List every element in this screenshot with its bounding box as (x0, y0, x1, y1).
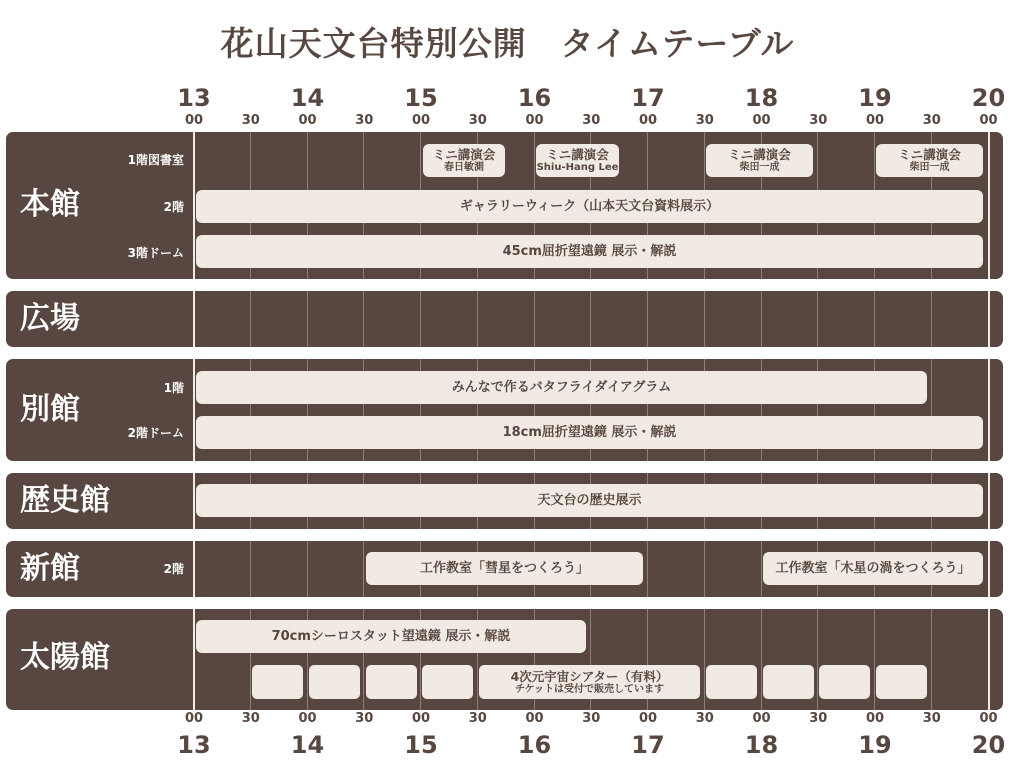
axis-minute-label: 00 (865, 113, 885, 128)
grid-line (193, 473, 195, 529)
section-shinkan (6, 541, 1003, 597)
axis-hour-label: 13 (177, 84, 211, 112)
axis-minute-label: 30 (355, 711, 374, 726)
grid-line (307, 541, 308, 597)
axis-minute-label: 30 (809, 711, 828, 726)
theater-slot[interactable] (366, 665, 417, 699)
axis-minute-label: 30 (582, 113, 601, 128)
event-mini-lecture[interactable] (423, 144, 505, 177)
grid-line (477, 291, 478, 347)
event-butterfly-diagram[interactable] (196, 371, 927, 404)
grid-line (931, 609, 932, 710)
axis-hour-label: 13 (177, 731, 211, 759)
floor-label: 2階 (163, 562, 184, 576)
axis-hour-label: 14 (290, 84, 325, 112)
grid-line (307, 291, 308, 347)
event-mini-lecture[interactable] (706, 144, 813, 177)
event-note: チケットは受付で販売しています (514, 683, 665, 695)
theater-slot[interactable] (706, 665, 757, 699)
grid-line (363, 291, 364, 347)
grid-line (534, 291, 535, 347)
event-title: 工作教室「木星の渦をつくろう」 (775, 561, 971, 576)
grid-line (761, 541, 762, 597)
axis-hour-label: 14 (290, 731, 325, 759)
axis-hour-label: 18 (744, 731, 779, 759)
theater-slot[interactable] (252, 665, 303, 699)
axis-minute-label: 30 (468, 113, 487, 128)
event-title: ミニ講演会 (728, 147, 791, 162)
floor-label: 1階 (163, 381, 184, 395)
grid-line (647, 291, 648, 347)
grid-line (363, 541, 364, 597)
axis-minute-label: 00 (638, 113, 658, 128)
event-history-exhibit[interactable] (196, 484, 983, 517)
axis-hour-label: 19 (858, 731, 892, 759)
axis-hour-label: 17 (631, 84, 665, 112)
floor-label: 1階図書室 (127, 153, 184, 167)
theater-slot[interactable] (819, 665, 870, 699)
floor-label: 3階ドーム (127, 246, 184, 260)
event-telescope-45cm[interactable] (196, 235, 983, 268)
event-telescope-18cm[interactable] (196, 416, 983, 449)
grid-line (988, 541, 990, 597)
axis-minute-label: 30 (695, 711, 714, 726)
event-title: 4次元宇宙シアター（有料） (510, 668, 669, 684)
theater-slot[interactable] (763, 665, 814, 699)
grid-line (761, 609, 762, 710)
grid-line (704, 609, 705, 710)
axis-minute-label: 00 (525, 113, 544, 128)
grid-line (817, 291, 818, 347)
axis-minute-label: 30 (922, 711, 941, 726)
grid-line (931, 291, 932, 347)
event-telescope-70cm[interactable] (196, 620, 586, 653)
axis-minute-label: 00 (525, 711, 544, 726)
axis-hour-label: 20 (971, 731, 1006, 759)
axis-hour-label: 16 (517, 84, 552, 112)
grid-line (704, 291, 705, 347)
section-rekishi (6, 473, 1003, 529)
event-title: ミニ講演会 (898, 147, 961, 162)
event-title: 天文台の歴史展示 (537, 493, 642, 508)
axis-hour-label: 19 (858, 84, 892, 112)
grid-line (988, 291, 990, 347)
section-name: 別館 (20, 392, 80, 427)
event-gallery-week[interactable] (196, 190, 983, 223)
grid-line (420, 291, 421, 347)
grid-line (704, 541, 705, 597)
section-taiyokan (6, 609, 1003, 710)
axis-hour-label: 15 (404, 84, 438, 112)
grid-line (874, 291, 875, 347)
section-name: 太陽館 (20, 640, 110, 675)
axis-minute-label: 00 (752, 711, 771, 726)
axis-minute-label: 00 (411, 113, 431, 128)
axis-minute-label: 00 (298, 113, 317, 128)
event-workshop-jupiter[interactable] (763, 552, 983, 585)
floor-label: 2階ドーム (127, 426, 184, 440)
grid-line (874, 609, 875, 710)
event-workshop-comet[interactable] (366, 552, 643, 585)
axis-minute-label: 00 (979, 711, 998, 726)
axis-minute-label: 00 (865, 711, 885, 726)
axis-minute-label: 30 (809, 113, 828, 128)
axis-minute-label: 30 (241, 113, 260, 128)
event-title: ミニ講演会 (432, 147, 496, 162)
grid-line (761, 291, 762, 347)
grid-line (590, 291, 591, 347)
grid-line (988, 609, 990, 710)
axis-minute-label: 30 (355, 113, 374, 128)
section-name: 本館 (20, 187, 80, 222)
axis-minute-label: 00 (979, 113, 998, 128)
event-title: みんなで作るバタフライダイアグラム (451, 380, 672, 395)
grid-line (988, 132, 990, 279)
axis-minute-label: 00 (638, 711, 658, 726)
theater-slot[interactable] (422, 665, 473, 699)
section-honkan (6, 132, 1003, 279)
event-title: ミニ講演会 (546, 147, 609, 162)
event-mini-lecture[interactable] (876, 144, 983, 177)
section-name: 広場 (20, 301, 80, 336)
grid-line (250, 541, 251, 597)
axis-hour-label: 20 (971, 84, 1006, 112)
grid-line (193, 359, 195, 461)
event-4d-theater[interactable] (479, 665, 700, 699)
axis-minute-label: 30 (922, 113, 941, 128)
theater-slot[interactable] (309, 665, 360, 699)
event-title: 70cmシーロスタット望遠鏡 展示・解説 (271, 629, 511, 644)
event-speaker: Shiu-Hang Lee (536, 162, 619, 173)
axis-hour-label: 15 (404, 731, 438, 759)
theater-slot[interactable] (876, 665, 927, 699)
event-title: ギャラリーウィーク（山本天文台資料展示） (459, 199, 720, 214)
event-speaker: 柴田一成 (739, 162, 780, 173)
section-name: 歴史館 (20, 483, 110, 518)
axis-minute-label: 30 (241, 711, 260, 726)
page-title: 花山天文台特別公開 タイムテーブル (220, 24, 795, 63)
event-speaker: 柴田一成 (909, 162, 950, 173)
axis-minute-label: 00 (411, 711, 431, 726)
grid-line (250, 291, 251, 347)
axis-hour-label: 16 (517, 731, 552, 759)
grid-line (193, 541, 195, 597)
event-title: 工作教室「彗星をつくろう」 (419, 561, 589, 576)
grid-line (988, 473, 990, 529)
axis-minute-label: 30 (695, 113, 714, 128)
axis-minute-label: 30 (582, 711, 601, 726)
axis-hour-label: 17 (631, 731, 665, 759)
axis-minute-label: 00 (184, 711, 204, 726)
axis-minute-label: 00 (298, 711, 317, 726)
grid-line (988, 359, 990, 461)
section-name: 新館 (20, 551, 80, 586)
floor-label: 2階 (163, 200, 184, 214)
grid-line (193, 609, 195, 710)
section-hiroba (6, 291, 1003, 347)
axis-minute-label: 30 (468, 711, 487, 726)
event-mini-lecture[interactable] (536, 144, 619, 177)
grid-line (193, 291, 195, 347)
grid-line (193, 132, 195, 279)
axis-minute-label: 00 (184, 113, 204, 128)
event-title: 18cm屈折望遠鏡 展示・解説 (502, 425, 677, 440)
axis-minute-label: 00 (752, 113, 771, 128)
grid-line (647, 541, 648, 597)
axis-hour-label: 18 (744, 84, 779, 112)
section-bekkan (6, 359, 1003, 461)
event-speaker: 春日敏測 (444, 162, 484, 173)
event-title: 45cm屈折望遠鏡 展示・解説 (502, 244, 677, 259)
